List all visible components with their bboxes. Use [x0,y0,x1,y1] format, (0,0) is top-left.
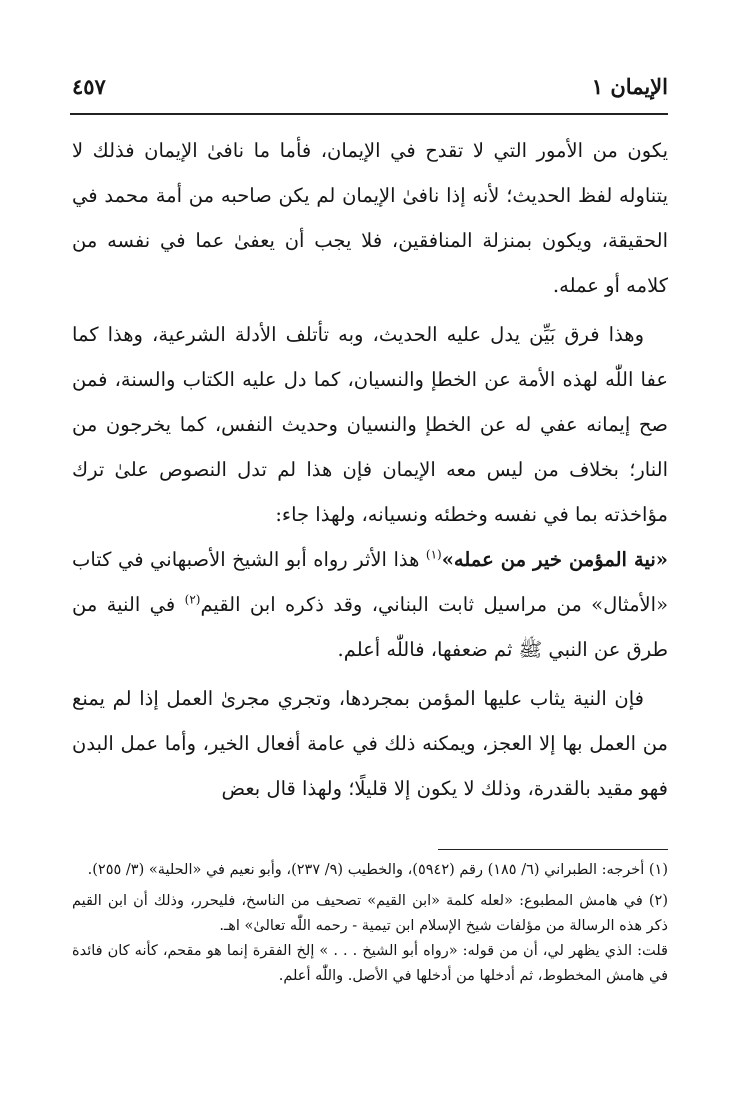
footnote-1: (١) أخرجه: الطبراني (٦/ ١٨٥) رقم (٥٩٤٢)، والخطيب (٩/ ٢٣٧)، وأبو نعيم في «الحلية» (٣/ ٢٥٥). [87,862,668,878]
paragraph-2-text: وهذا فرق بَيِّن يدل عليه الحديث، وبه تأتلف الأدلة الشرعية، وهذا كما عفا اللّٰه لهذه الأمة عن الخطإ والنسيان، كما دل عليه الكتاب والسنة، فمن صح إيمانه عفي له عن الخطإ والنسيان وحديث النفس، كما يخرجون من النار؛ بخلاف من ليس معه الإيمان فإن هذا لم تدل النصوص علىٰ ترك مؤاخذته بما في نفسه وخطئه ونسيانه، ولهذا جاء: [72,323,668,526]
paragraph-2-text-b: هذا الأثر رواه أبو الشيخ الأصبهاني في كتاب «الأمثال» من مراسيل ثابت البناني، وقد ذكره ابن القيم [72,548,668,616]
page-number: ٤٥٧ [72,74,106,99]
footnote-2 [72,889,668,989]
header-rule [70,113,668,115]
paragraph-2 [72,312,668,672]
footnote-2-comment: قلت: الذي يظهر لي، أن من قوله: «رواه أبو الشيخ . . . » إلخ الفقرة إنما هو مقحم، كأنه كان فائدة في هامش المخطوط، ثم أدخلها من أدخلها في الأصل. واللّٰه أعلم. [72,943,668,984]
main-text [72,128,668,811]
footnote-ref-1: (١) [425,547,442,562]
bold-quote: «نية المؤمن خير من عمله» [441,548,668,571]
paragraph-1: يكون من الأمور التي لا تقدح في الإيمان، فأما ما نافىٰ الإيمان فذلك لا يتناوله لفظ الحديث؛ لأنه إذا نافىٰ الإيمان لم يكن صاحبه من أمة محمد في الحقيقة، ويكون بمنزلة المنافقين، فلا يجب أن يعفىٰ عما في نفسه من كلامه أو عمله. [72,139,668,297]
running-title: الإيمان ١ [591,74,668,99]
footnotes [72,858,668,989]
footnote-rule [438,849,668,850]
paragraph-2-text-c: في النية من طرق عن النبي ﷺ ثم ضعفها، فاللّٰه أعلم. [72,593,668,661]
footnote-2-text: (٢) في هامش المطبوع: «لعله كلمة «ابن القيم» تصحيف من الناسخ، فليحرر، وذلك أن ابن القيم ذكر هذه الرسالة من مؤلفات شيخ الإسلام ابن تيمية - رحمه اللّٰه تعالىٰ» اهـ. [72,893,668,934]
paragraph-3: فإن النية يثاب عليها المؤمن بمجردها، وتجري مجرىٰ العمل إذا لم يمنع من العمل بها إلا العجز، ويمكنه ذلك في عامة أفعال الخير، وأما عمل البدن فهو مقيد بالقدرة، وذلك لا يكون إلا قليلًا؛ ولهذا قال بعض [72,687,668,800]
page-header [72,74,668,108]
footnote-ref-2: (٢) [184,592,201,607]
